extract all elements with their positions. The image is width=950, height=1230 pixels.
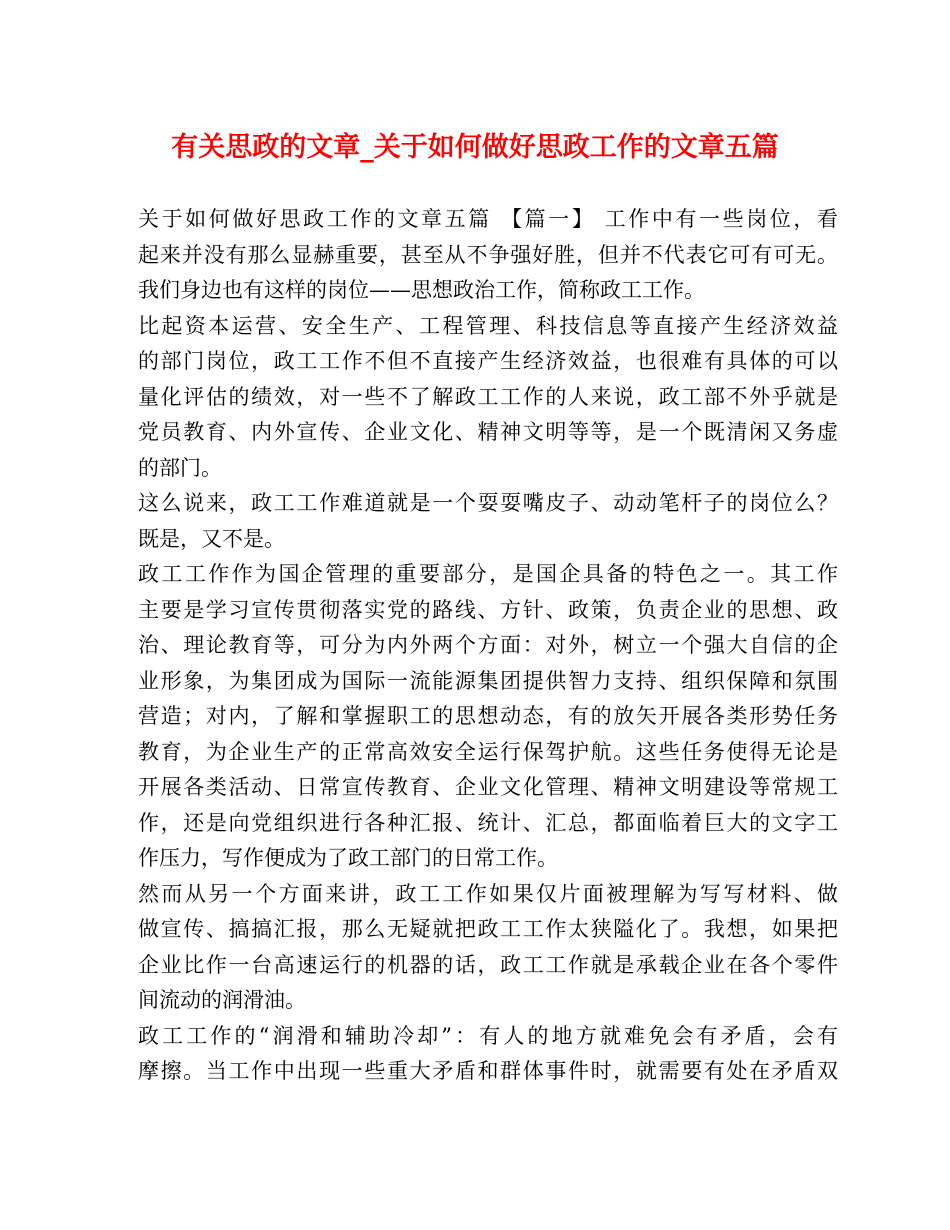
body-line: 企业比作一台高速运行的机器的话，政工工作就是承载企业在各个零件	[138, 952, 838, 977]
body-line: 营造；对内，了解和掌握职工的思想动态，有的放矢开展各类形势任务	[138, 704, 838, 728]
body-line: 政工工作的“润滑和辅助冷却”：有人的地方就难免会有矛盾，会有	[138, 1023, 838, 1048]
body-line: 然而从另一个方面来讲，政工工作如果仅片面被理解为写写材料、做	[138, 881, 838, 906]
body-line: 做宣传、搞搞汇报，那么无疑就把政工工作太狭隘化了。我想，如果把	[138, 917, 838, 941]
body-line: 作压力，写作便成为了政工部门的日常工作。	[138, 846, 558, 870]
document-body	[138, 202, 838, 1090]
body-line: 的部门。	[138, 455, 222, 480]
body-line: 关于如何做好思政工作的文章五篇 【篇一】 工作中有一些岗位，看	[138, 207, 838, 231]
document-title: 有关思政的文章_关于如何做好思政工作的文章五篇	[171, 132, 779, 163]
body-line: 量化评估的绩效，对一些不了解政工工作的人来说，政工部不外乎就是	[138, 384, 838, 409]
body-line: 主要是学习宣传贯彻落实党的路线、方针、政策，负责企业的思想、政	[138, 597, 838, 622]
body-line: 起来并没有那么显赫重要，甚至从不争强好胜，但并不代表它可有可无。	[138, 242, 838, 267]
body-line: 党员教育、内外宣传、企业文化、精神文明等等，是一个既清闲又务虚	[138, 420, 838, 444]
body-line: 比起资本运营、安全生产、工程管理、科技信息等直接产生经济效益	[138, 313, 838, 338]
body-line: 教育，为企业生产的正常高效安全运行保驾护航。这些任务使得无论是	[138, 739, 838, 764]
body-line: 间流动的润滑油。	[138, 988, 306, 1012]
body-line: 政工工作作为国企管理的重要部分，是国企具备的特色之一。其工作	[138, 562, 838, 586]
body-line: 既是，又不是。	[138, 526, 285, 551]
body-line: 我们身边也有这样的岗位——思想政治工作，简称政工工作。	[138, 278, 705, 302]
body-line: 开展各类活动、日常宣传教育、企业文化管理、精神文明建设等常规工	[138, 775, 838, 799]
body-line: 这么说来，政工工作难道就是一个耍耍嘴皮子、动动笔杆子的岗位么？	[138, 491, 838, 515]
body-line: 治、理论教育等，可分为内外两个方面：对外，树立一个强大自信的企	[138, 633, 838, 657]
body-line: 的部门岗位，政工工作不但不直接产生经济效益，也很难有具体的可以	[138, 349, 838, 373]
body-line: 摩擦。当工作中出现一些重大矛盾和群体事件时，就需要有处在矛盾双	[138, 1059, 838, 1083]
body-line: 作，还是向党组织进行各种汇报、统计、汇总，都面临着巨大的文字工	[138, 810, 838, 835]
body-line: 业形象，为集团成为国际一流能源集团提供智力支持、组织保障和氛围	[138, 668, 838, 693]
